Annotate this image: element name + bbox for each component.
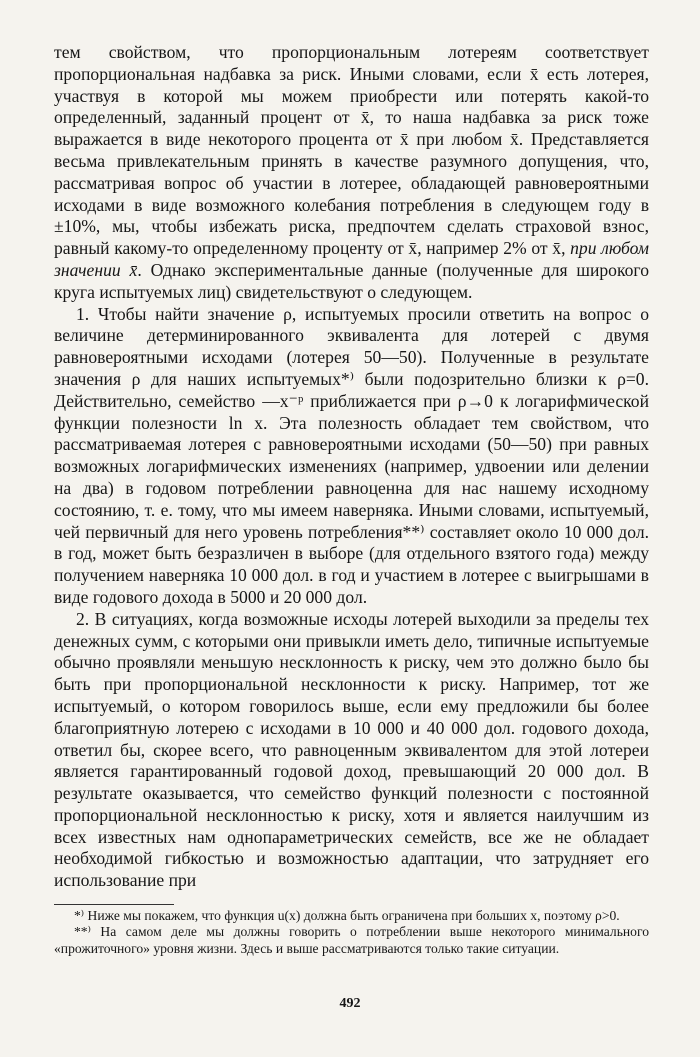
- paragraph-point-2: 2. В ситуациях, когда возможные исходы лотерей выходили за пределы тех денежных сумм, с которыми они привыкли иметь дело, типичные испытуемые обычно проявляли меньшую несклонность к риску, чем это должно было бы быть при пропорциональной несклонности к риску. Например, тот же испытуемый, о котором говорилось выше, если ему предложили бы более благоприятную лотерею с исходами в 10 000 и 40 000 дол. годового дохода, ответил бы, скорее всего, что равноценным эквивалентом для этой лотереи является гарантированный годовой доход, превышающий 20 000 дол. В результате оказывается, что семейство функций полезности с постоянной пропорциональной несклонностью к риску, хотя и является наилучшим из всех известных нам однопараметрических семейств, все же не обладает необходимой гибкостью и возможностью адаптации, что затрудняет его использование при: [54, 608, 649, 891]
- footnote-2: **⁾ На самом деле мы должны говорить о потреблении выше некоторого минимального «прожиточного» уровня жизни. Здесь и выше рассматриваются только такие ситуации.: [54, 924, 649, 956]
- footnotes: [54, 908, 649, 957]
- main-text: [54, 42, 649, 892]
- paragraph-continuation: тем свойством, что пропорциональным лотереям соответствует пропорциональная надбавка за риск. Иными словами, если x̄ есть лотерея, участвуя в которой мы можем приобрести или потерять какой-то определенный, заданный процент от x̄, то наша надбавка за риск тоже выражается в виде некоторого процента от x̄ при любом x̄. Представляется весьма привлекательным принять в качестве разумного допущения, что, рассматривая вопрос об участии в лотерее, обладающей равновероятными исходами в виде возможного колебания потребления в следующем году в ±10%, мы, чтобы избежать риска, предпочтем сделать страховой взнос, равный какому-то определенному проценту от x̄, например 2% от x̄, при любом значении x̄. Однако экспериментальные данные (полученные для широкого круга испытуемых лиц) свидетельствуют о следующем.: [54, 42, 649, 302]
- page-number: 492: [339, 996, 361, 1011]
- paragraph-point-1: 1. Чтобы найти значение ρ, испытуемых просили ответить на вопрос о величине детерминированного эквивалента для лотерей с двумя равновероятными исходами (лотерея 50—50). Полученные в результате значения ρ для наших испытуемых*⁾ были подозрительно близки к ρ=0. Действительно, семейство —x⁻ᵖ приближается при ρ→0 к логарифмической функции полезности ln x. Эта полезность обладает тем свойством, что рассматриваемая лотерея с равновероятными исходами (50—50) при равных возможных логарифмических изменениях (например, удвоении или делении на два) в годовом потреблении равноценна для нас нашему исходному состоянию, т. е. тому, что мы имеем наверняка. Иными словами, испытуемый, чей первичный для него уровень потребления**⁾ составляет около 10 000 дол. в год, может быть безразличен в выборе (для отдельного взятого года) между получением наверняка 10 000 дол. в год и участием в лотерее с выигрышами в виде годового дохода в 5000 и 20 000 дол.: [54, 303, 649, 607]
- italic-emphasis: при любом значении x̄: [54, 238, 649, 280]
- footnote-divider: [54, 904, 174, 905]
- footnote-1: *⁾ Ниже мы покажем, что функция u(x) должна быть ограничена при больших x, поэтому ρ>0.: [74, 908, 620, 923]
